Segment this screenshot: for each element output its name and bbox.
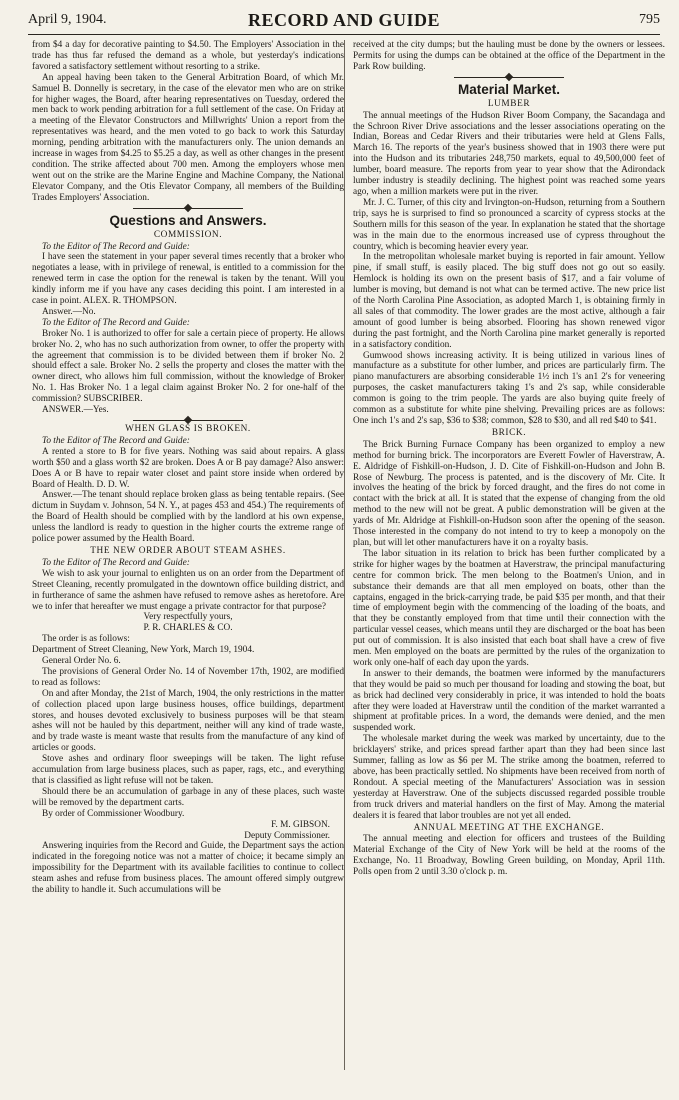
article-paragraph: The labor situation in its relation to brick has been further complicated by a strike for higher wages by the boatmen at Haverstraw, the principal manufacturing centre for common brick. The men belong to the Boatmen's Union, and in substance their demands are that all men employed on boats, other than the captains, engaged in the brick-carrying trade, be paid $35 per month, and that their time of employment begin with the commencing of the loading of the boats, and that they be constantly employed from that time until their connection with the particular vessel ceases, which means until they are discharged or the boat has been put out of commission. It is also insisted that each boat shall have a crew of five men. Men employed on the boats are permitted by the rules of the organization to work only one-half of each day upon the yards. bbox=[353, 548, 665, 668]
left-column bbox=[32, 40, 344, 1090]
article-paragraph: A rented a store to B for five years. Nothing was said about repairs. A glass worth $50 and a glass worth $2 are broken. Does A or B pay damage? Also answer: Does A or B have to repair water closet and paint store inside when ordered by Board of Health. D. D. W. bbox=[32, 446, 344, 490]
subsection-heading: COMMISSION. bbox=[153, 229, 223, 240]
subsection-heading: ANNUAL MEETING AT THE EXCHANGE. bbox=[413, 822, 605, 833]
article-paragraph: In answer to their demands, the boatmen were informed by the manufacturers that they would be paid so much per thousand for loading and stowing the boat, but as brick had declined very considerably in price, it was intended to hold the boats after they were loaded at Haverstraw until the condition of the market warranted a shipment at profitable prices. In a word, the demands were denied, and the men suspended work. bbox=[353, 668, 665, 734]
diamond-ornament-icon bbox=[505, 72, 513, 80]
signature-line: Very respectfully yours, bbox=[143, 612, 233, 623]
letter-salutation: To the Editor of The Record and Guide: bbox=[42, 557, 190, 568]
subsection-heading: THE NEW ORDER ABOUT STEAM ASHES. bbox=[90, 545, 286, 556]
article-paragraph: Answer.—No. bbox=[42, 306, 96, 317]
right-column bbox=[353, 40, 665, 1090]
article-paragraph: Answering inquiries from the Record and Guide, the Department says the action indicated in the foregoing notice was not a matter of choice; it became simply an impossibility for the Department with its available facilities to continue to collect steam ashes and refuse from business places. The amount offered simply outgrew the ability to handle it. Such accumulations will be bbox=[32, 841, 344, 896]
article-paragraph: The wholesale market during the week was marked by uncertainty, due to the bricklayers' strike, and prices spread farther apart than they had been since last Summer, falling as low as $6 per M. The strike among the boatmen, referred to above, has been practically settled. No shipments have been received from north of Rondout. A special meeting of the Manufacturers' Association was in session yesterday at Haverstraw. One of the subjects discussed regarded possible trouble from truck drivers and material handlers on the first of May. Among the material dealers it is feared that labor troubles are not yet all ended. bbox=[353, 734, 665, 821]
letter-salutation: To the Editor of The Record and Guide: bbox=[42, 317, 190, 328]
page-header bbox=[28, 10, 660, 32]
article-paragraph: Broker No. 1 is authorized to offer for sale a certain piece of property. He allows broker No. 2, who has no such authorization from owner, to offer the property with the agreement that commission is to be divided between them if broker No. 2 should effect a sale. Broker No. 2 sells the property and closes the matter with the owner direct, who allows him full commission, without the knowledge of Broker No. 1. Has Broker No. 1 a legal claim against Broker No. 2 for one-half of the commission? SUBSCRIBER. bbox=[32, 328, 344, 405]
article-paragraph: By order of Commissioner Woodbury. bbox=[42, 808, 185, 819]
article-paragraph: In the metropolitan wholesale market buying is reported in fair amount. Yellow pine, if small stuff, is easily placed. The big stuff does not go out so easily. Hemlock is holding its own on the present basis of $17, and a fair volume of lumber is moving, but demand is not what can be termed active. The new price list of the North Carolina Pine Association, as adopted March 1, is obtaining firmly in all sales of that commodity. The lower grades are the most active, although a fair amount of good lumber is being absorbed. Flooring has shown renewed vigor during the past fortnight, and the North Carolina pine market generally is reported in a satisfactory condition. bbox=[353, 252, 665, 350]
article-paragraph: Department of Street Cleaning, New York, March 19, 1904. bbox=[32, 645, 255, 656]
subsection-heading: WHEN GLASS IS BROKEN. bbox=[125, 424, 251, 434]
publication-title: RECORD AND GUIDE bbox=[247, 10, 441, 30]
article-paragraph: Should there be an accumulation of garbage in any of these places, such waste will be removed by the department carts. bbox=[32, 786, 344, 808]
signature-line: Deputy Commissioner. bbox=[244, 830, 330, 841]
header-date: April 9, 1904. bbox=[28, 12, 107, 27]
article-paragraph: General Order No. 6. bbox=[42, 656, 121, 667]
article-paragraph: An appeal having been taken to the General Arbitration Board, of which Mr. Samuel B. Donnelly is secretary, in the case of the elevator men who are on strike for higher wages, the Board, after hearing representatives on Tuesday, ordered the men back to work pending arbitration for a full settlement of the case. On Friday at a meeting of the Elevator Constructors and Millwrights' Union a report from the representatives was heard, and the men voted to go back to work this Saturday morning, pending arbitration with the manufacturers only. The union demands an increase in wages from $4.25 to $5.25 a day, as well as other changes in the present condition. The strike affected about 700 men. Among the employers whose men went out on the strike are the Marine Engine and Machine Company, the National Elevator Company, and the Otis Elevator Company, all members of the Building Trades Employers' Association. bbox=[32, 72, 344, 203]
article-paragraph: ANSWER.—Yes. bbox=[42, 405, 109, 416]
article-paragraph: Stove ashes and ordinary floor sweepings will be taken. The light refuse accumulation from large business places, such as paper, rags, etc., and everything that is classified as light refuse will not be taken. bbox=[32, 754, 344, 786]
article-paragraph: Answer.—The tenant should replace broken glass as being tentable repairs. (See dictum in Suydam v. Johnson, 54 N. Y., at pages 453 and 454.) The requirements of the Board of Health should be complied with by the landlord at his own expense, unless the landlord is ready to question in the higher courts the extreme range of police power assumed by the Health Board. bbox=[32, 490, 344, 545]
article-paragraph: received at the city dumps; but the hauling must be done by the owners or lessees. Permits for using the dumps can be obtained at the office of the Department in the Park Row building. bbox=[353, 40, 665, 72]
article-paragraph: The annual meeting and election for officers and trustees of the Building Material Exchange of the City of New York will be held at the rooms of the Exchange, No. 11 Broadway, Bowling Green building, on Monday, April 11th. Polls open from 2 until 3.30 o'clock p. m. bbox=[353, 834, 665, 878]
section-separator bbox=[454, 77, 564, 78]
article-paragraph: I have seen the statement in your paper several times recently that a broker who negotiates a lease, with in privilege of renewal, is entitled to a commission for the renewed term in case the option for the renewal is taken by the tenant. Will you kindly inform me if you have any cases deciding this point. I am interested in a case in point. ALEX. R. THOMPSON. bbox=[32, 252, 344, 307]
subsection-heading: LUMBER bbox=[487, 98, 531, 109]
subsection-heading: BRICK. bbox=[491, 427, 527, 438]
article-paragraph: On and after Monday, the 21st of March, 1904, the only restrictions in the matter of collection placed upon large business houses, office buildings, department stores, and houses devoted exclusively to business purposes will be that steam ashes will not be hauled by this department, neither will any kind of trade waste, and by trade waste is meant waste that results from the manufacture of any kind of articles or goods. bbox=[32, 688, 344, 754]
section-title: Material Market. bbox=[457, 81, 561, 97]
article-paragraph: The annual meetings of the Hudson River Boom Company, the Sacandaga and the Schroon River Drive associations and the lesser associations operating on the Indian, Boreas and Cedar Rivers and their tributaries were held at Glens Falls, March 16. The reports of the year's business showed that in 1903 there were put into the Hudson and its tributaries 248,750 markets, equal to 49,500,000 feet of lumber, board measure. The reports from year to year show that the Adirondack lumber industry is steadily declining. The highest point was reached some years ago, when a million markets were put in the river. bbox=[353, 110, 665, 197]
article-paragraph: Mr. J. C. Turner, of this city and Irvington-on-Hudson, returning from a Southern trip, says he is surprised to find so pronounced a scarcity of cypress stocks at the Southern mills for this season of the year. In explanation he stated that the shortage was in the main due to the enormous increased use of cypress throughout the country, which is becoming heavier every year. bbox=[353, 197, 665, 252]
page-number: 795 bbox=[639, 12, 660, 27]
section-separator bbox=[133, 208, 243, 209]
section-separator bbox=[133, 420, 243, 421]
section-title: Questions and Answers. bbox=[109, 212, 267, 228]
letter-salutation: To the Editor of The Record and Guide: bbox=[42, 241, 190, 252]
header-rule bbox=[28, 34, 660, 35]
signature-line: F. M. GIBSON. bbox=[271, 819, 330, 830]
diamond-ornament-icon bbox=[184, 203, 192, 211]
article-paragraph: from $4 a day for decorative painting to $4.50. The Employers' Association in the trade has thus far refused the demand as a whole, but yesterday's indications favored a satisfactory settlement without resorting to a strike. bbox=[32, 40, 344, 72]
letter-salutation: To the Editor of The Record and Guide: bbox=[42, 435, 190, 446]
diamond-ornament-icon bbox=[184, 416, 192, 424]
article-paragraph: The provisions of General Order No. 14 of November 17th, 1902, are modified to read as follows: bbox=[32, 666, 344, 688]
column-divider bbox=[344, 40, 345, 1070]
signature-line: P. R. CHARLES & CO. bbox=[143, 623, 233, 634]
article-paragraph: The order is as follows: bbox=[42, 634, 130, 645]
article-paragraph: Gumwood shows increasing activity. It is being utilized in various lines of manufacture as a substitute for other lumber, and prices are particularly firm. The piano manufacturers are absorbing considerable 1½ inch 1's an1 2's for veneering purposes, the casket manufacturers taking 1's and 2's sap, while considerable common is going to the trim people. The yards are also buying quite freely of common as a substitute for white pine shelving. Prevailing prices are as follows: One inch 1's and 2's sap, $36 to $38; common, $28 to $30, and all red $40 to $41. bbox=[353, 350, 665, 426]
article-paragraph: The Brick Burning Furnace Company has been organized to employ a new method for burning brick. The incorporators are Everett Fowler of Haverstraw, A. E. Aldridge of Fishkill-on-Hudson, J. D. Cite of Fishkill-on-Hudson and John B. Rose of Newburg. The process is patented, and is the discovery of Mr. Cite. It involves the heating of the brick by forced draught, and the fires do not come in contact with the brick at all. It is stated that the expense of changing from the old method to the new will not be great. A public demonstration will be given at the yards of Mr. Aldridge at Fishkill-on-Hudson soon after the opening of the season. Those interested in the company do not intend to try to keep a monopoly on the plan, but will let other manufacturers have it on a royalty basis. bbox=[353, 439, 665, 548]
article-paragraph: We wish to ask your journal to enlighten us on an order from the Department of Street Cleaning, recently promulgated in the downtown office building district, and in furtherance of same the ashmen have refused to remove ashes as heretofore. Are we to infer that hereafter we must engage a private contractor for that purpose? bbox=[32, 568, 344, 612]
